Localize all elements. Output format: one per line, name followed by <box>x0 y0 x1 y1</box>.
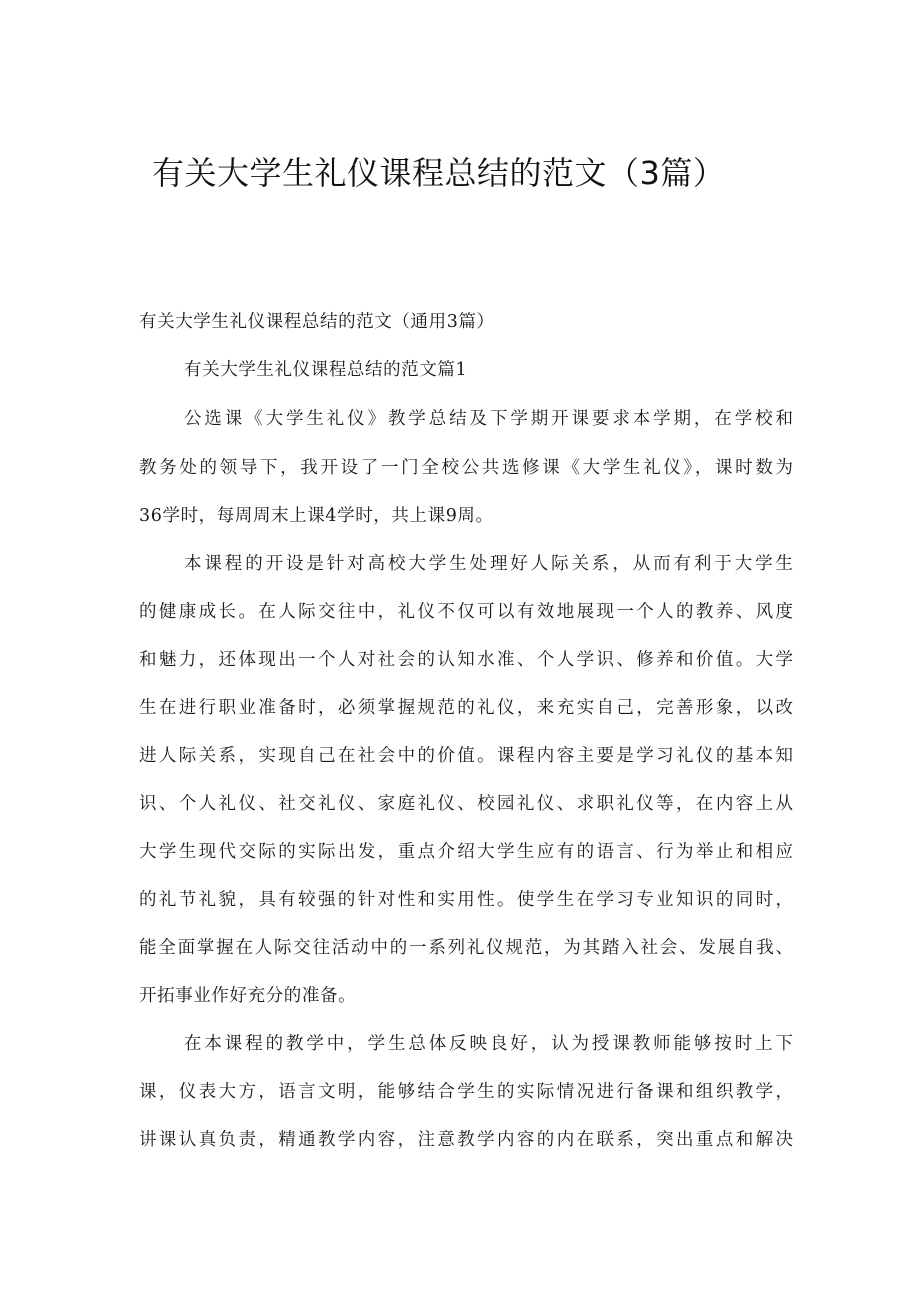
paragraph-3-line-3: 讲课认真负责，精通教学内容，注意教学内容的内在联系，突出重点和解决 <box>139 1130 793 1150</box>
paragraph-2-line-3: 和魅力，还体现出一个人对社会的认知水准、个人学识、修养和价值。大学 <box>139 650 793 670</box>
paragraph-2-line-5: 进人际关系，实现自己在社会中的价值。课程内容主要是学习礼仪的基本知 <box>139 746 793 766</box>
paragraph-1-line-3: 36学时，每周周末上课4学时，共上课9周。 <box>139 506 494 526</box>
paragraph-1-line-1: 公选课《大学生礼仪》教学总结及下学期开课要求本学期，在学校和 <box>184 409 793 429</box>
paragraph-2-line-1: 本课程的开设是针对高校大学生处理好人际关系，从而有利于大学生 <box>184 554 793 574</box>
document-title: 有关大学生礼仪课程总结的范文（3篇） <box>152 154 726 192</box>
paragraph-2-line-4: 生在进行职业准备时，必须掌握规范的礼仪，来充实自己，完善形象，以改 <box>139 698 793 718</box>
paragraph-2-line-6: 识、个人礼仪、社交礼仪、家庭礼仪、校园礼仪、求职礼仪等，在内容上从 <box>139 794 793 814</box>
paragraph-3-line-2: 课，仪表大方，语言文明，能够结合学生的实际情况进行备课和组织教学， <box>139 1082 793 1102</box>
document-subtitle: 有关大学生礼仪课程总结的范文（通用3篇） <box>139 312 495 332</box>
paragraph-3-line-1: 在本课程的教学中，学生总体反映良好，认为授课教师能够按时上下 <box>184 1034 793 1054</box>
section-heading: 有关大学生礼仪课程总结的范文篇1 <box>184 360 468 380</box>
paragraph-2-line-2: 的健康成长。在人际交往中，礼仪不仅可以有效地展现一个人的教养、风度 <box>139 602 793 622</box>
paragraph-2-line-7: 大学生现代交际的实际出发，重点介绍大学生应有的语言、行为举止和相应 <box>139 842 793 862</box>
paragraph-2-line-10: 开拓事业作好充分的准备。 <box>139 986 357 1006</box>
paragraph-2-line-9: 能全面掌握在人际交往活动中的一系列礼仪规范，为其踏入社会、发展自我、 <box>139 938 793 958</box>
paragraph-1-line-2: 教务处的领导下，我开设了一门全校公共选修课《大学生礼仪》，课时数为 <box>139 458 793 478</box>
paragraph-2-line-8: 的礼节礼貌，具有较强的针对性和实用性。使学生在学习专业知识的同时， <box>139 890 793 910</box>
